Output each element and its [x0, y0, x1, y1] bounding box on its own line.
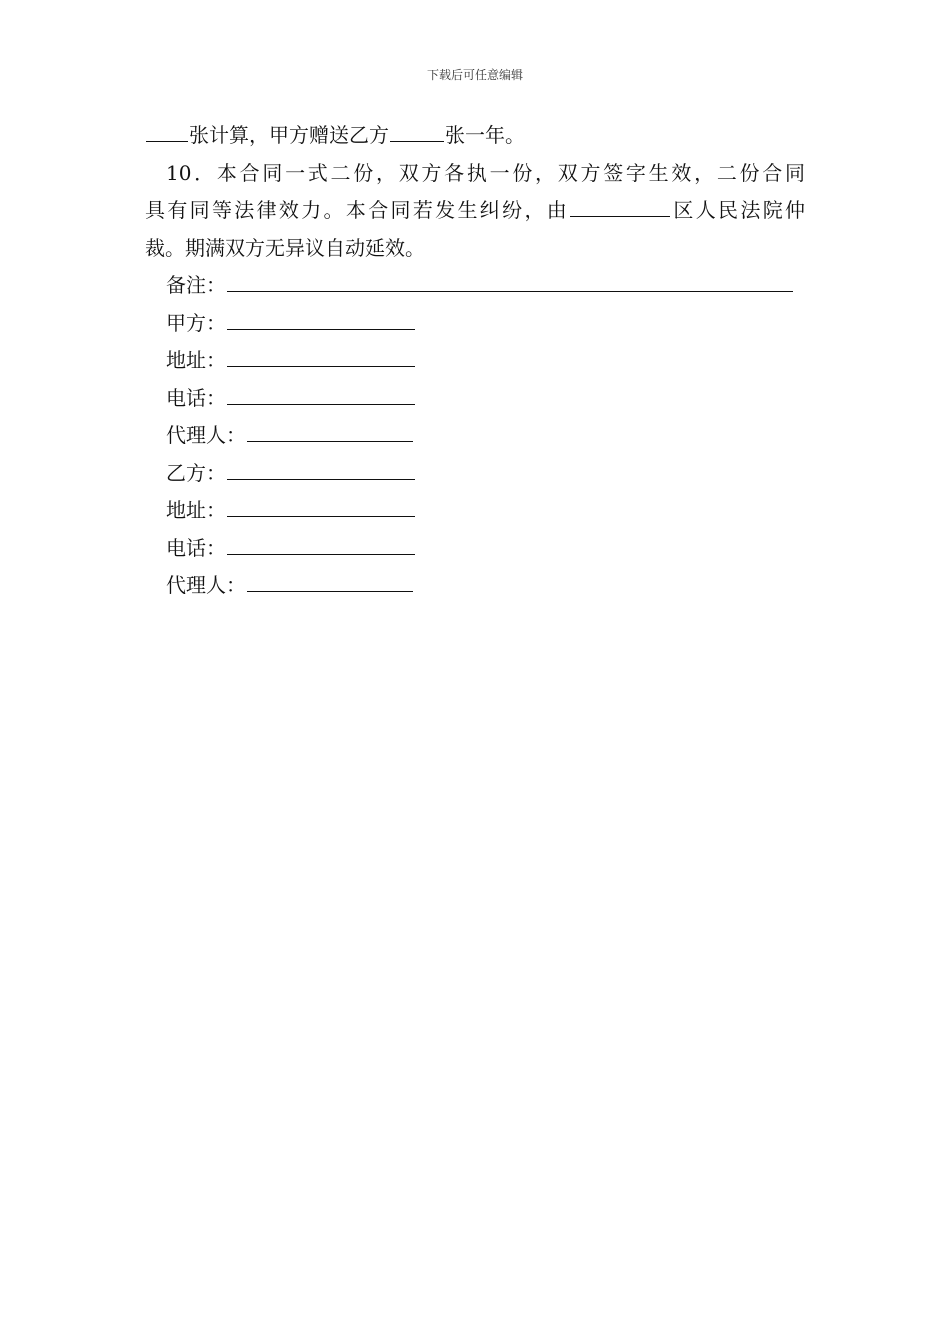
party-a-field[interactable] [227, 311, 415, 330]
clause-10-line-2 [145, 192, 805, 230]
field-label: 地址： [166, 348, 226, 372]
party-b-phone-field[interactable] [227, 536, 415, 555]
page-header-note: 下载后可任意编辑 [426, 68, 523, 82]
field-label: 电话： [166, 385, 226, 410]
remark-row [145, 267, 805, 305]
clause-10-line-1 [145, 155, 805, 193]
gift-quantity-blank[interactable] [390, 123, 444, 142]
field-label: 乙方： [166, 460, 226, 485]
party-a-address-field[interactable] [227, 348, 415, 367]
party-a-row [145, 305, 805, 343]
field-label: 代理人： [166, 573, 246, 597]
field-label: 地址： [166, 498, 226, 522]
party-b-phone-row [145, 530, 805, 568]
contract-body [145, 117, 805, 605]
clause-text: 区人民法院仲 [671, 198, 806, 222]
clause-text: 具有同等法律效力。本合同若发生纠纷，由 [145, 198, 570, 222]
party-a-address-row [145, 342, 805, 380]
clause-text: 裁。期满双方无异议自动延效。 [145, 235, 425, 260]
party-b-agent-field[interactable] [247, 573, 413, 592]
clause-text: 本合同一式二份，双方各执一份，双方签字生效，二份合同 [216, 160, 806, 185]
field-label: 电话： [166, 535, 226, 560]
court-district-blank[interactable] [570, 198, 670, 217]
clause-text: 张一年。 [445, 123, 525, 147]
party-b-row [145, 455, 805, 493]
party-a-agent-row [145, 417, 805, 455]
remark-field[interactable] [227, 273, 793, 292]
clause-text: 张计算，甲方赠送乙方 [189, 123, 389, 147]
clause-10-line-3 [145, 230, 805, 268]
clause-line-1 [145, 117, 805, 155]
quantity-blank[interactable] [146, 123, 188, 142]
party-a-phone-field[interactable] [227, 386, 415, 405]
party-b-field[interactable] [227, 461, 415, 480]
field-label: 甲方： [166, 310, 226, 335]
party-a-agent-field[interactable] [247, 423, 413, 442]
party-b-agent-row [145, 567, 805, 605]
clause-number: 10． [166, 160, 217, 185]
party-b-address-row [145, 492, 805, 530]
field-label: 备注： [166, 273, 226, 297]
party-b-address-field[interactable] [227, 498, 415, 517]
party-a-phone-row [145, 380, 805, 418]
field-label: 代理人： [166, 423, 246, 447]
